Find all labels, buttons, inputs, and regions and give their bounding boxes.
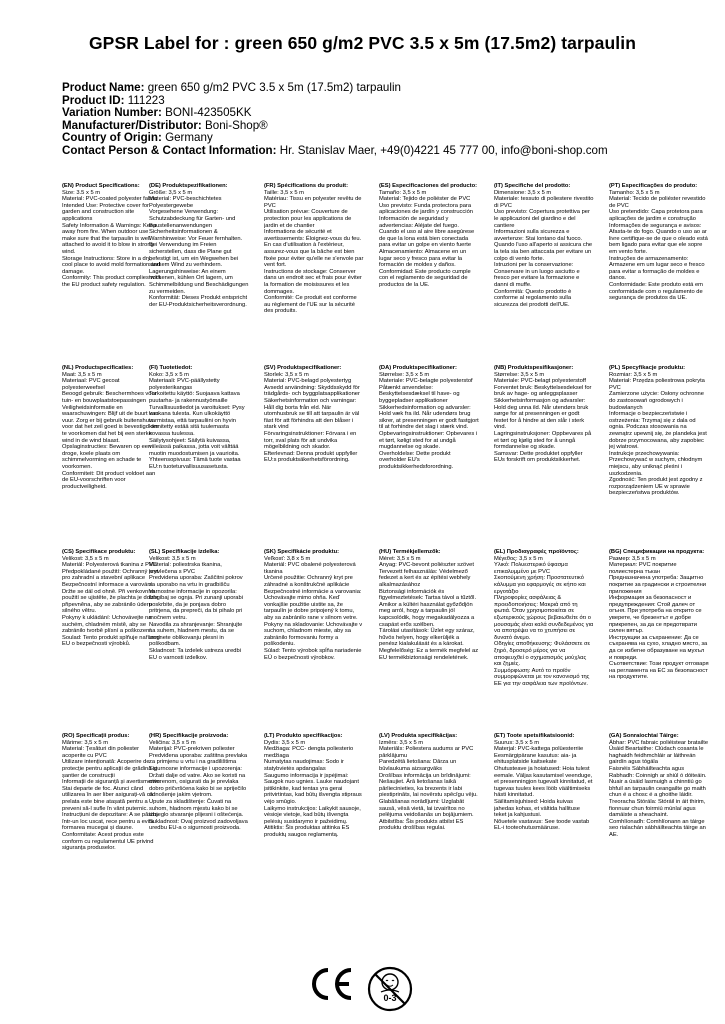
spec-heading: (DA) Produktspecifikationer: [379,365,457,371]
spec-heading: (SK) Špecifikácie produktu: [264,549,340,555]
spec-body: Taille: 3,5 x 5 m Matériau: Tissu en polyester revêtu de PVC Utilisation prévue: Couverture de protection pour les applications de jardin et de chantier Informations de sécurité et avertissements: Éloignez-vous du feu. En cas d'utilisation à l'extérieur, assurez-vous que la bâche est bien fixée pour éviter qu'elle ne s'envole par vent fort. Instructions de stockage: Conserver dans un endroit sec et frais pour éviter la formation de moisissures et les dommages. Conformité: Ce produit est conforme au règlement de l'UE sur la sécurité des produits. [264,189,364,315]
manufacturer-label: Manufacturer/Distributor: [62,118,202,132]
product-name-value: green 650 g/m2 PVC 3.5 x 5m (17.5m2) tarpaulin [147,81,401,94]
spec-body: Koko: 3,5 x 5 m Materiaali: PVC-päällystetty polyesterikangas Tarkoitettu käyttö: Suojaava kattava puutarha- ja rakennustyömaille Turvallisuustiedot ja varoitukset: Pysy kaukana tulesta. Kun ulkokäyttö varmistaa, että tarpauliini on hyvin kiinnitetty estää sitä tuulemasta kovassa tuulessa. Säilytysohjeet: Säilytä kuivassa, viileässä paikassa, jotta voit välttää muotin muodostumisen ja vaurioita. Yhteensopivuus: Tämä tuote vastaa EU:n tuoteturvallisuusasetusta. [149,371,245,470]
variation-number-label: Variation Number: [62,106,162,120]
product-name-label: Product Name: [62,81,145,94]
spec-body: Rozmiar: 3,5 x 5 m Materiał: Przędza poliestrowa pokryta PVC Zamierzone użycie: Osłony ochronne do zastosowań ogrodowych i budowlanych Informacje o bezpieczeństwie i ostrzeżenia: Trzymaj się z dala od ognia. Podczas stosowania na zewnątrz upewnij się, że plandeka jest dobrze przymocowana, aby zapobiec jej wiatrowi. Instrukcje przechowywania: Przechowywać w suchym, chłodnym miejscu, aby uniknąć pleśni i uszkodzenia. Zgodność: Ten produkt jest zgodny z rozporządzeniem UE w sprawie bezpieczeństwa produktów. [609,371,707,497]
contact-row [62,145,608,158]
spec-block-pl [609,365,709,520]
spec-heading: (ES) Especificaciones del producto: [379,183,478,189]
spec-heading: (PL) Specyfikacje produktu: [609,365,686,371]
spec-heading: (RO) Specificații produs: [62,733,130,739]
spec-body: Suurus: 3,5 x 5 m Materjal: PVC-kattega polüesterriie Eesmärgipärane kasutus: aia- ja ehitusplatside kaitsekate Ohutusteave ja hoiatused: Hoia tulest eemale. Väljas kasutamisel veenduge, et presenningjon tugevalt kinnitatud, et tugevas tuules kees lööb väältimiseks hästi kinnitatud. Säilitamisjuhised: Hoida kuivas jahedas kohas, et vältida hallituse teket ja kahjustusi. Nõuetele vastavus: See toode vastab EL-i tooteohutusmääruse. [494,739,593,832]
product-id-value: 111223 [127,93,165,107]
spec-heading: (EN) Product Specifications: [62,183,140,189]
contact-value: Hr. Stanislav Maer, +49(0)4221 45 777 00, info@boni-shop.com [279,143,608,157]
spec-block-en [62,183,162,333]
country-of-origin-value: Germany [165,131,213,145]
product-id-label: Product ID: [62,93,125,107]
spec-heading: (FR) Spécifications du produit: [264,183,349,189]
spec-heading: (HU) Termékjellemzők: [379,549,441,555]
spec-heading: (NL) Productspecificaties: [62,365,134,371]
spec-heading: (NB) Produktspesifikasjoner: [494,365,574,371]
spec-block-es [379,183,479,333]
spec-heading: (DE) Produktspezifikationen: [149,183,228,189]
spec-heading: (CS) Specifikace produktu: [62,549,136,555]
spec-block-hu [379,549,479,724]
spec-body: Tamaño: 3,5 x 5 m Material: Tejido de poliéster de PVC Uso previsto: Funda protectora para aplicaciones de jardín y construcción Información de seguridad y advertencias: Aléjate del fuego. Cuando el uso al aire libre asegúrese de que la lona está bien conectada para evitar un golpe en viento fuerte Almacenamiento: Almacene en un lugar seco y fresco para evitar la formación de moldes y daños. Conformidad: Este producto cumple con el reglamento de seguridad de productos de la UE. [379,189,475,288]
contact-label: Contact Person & Contact Information: [62,143,277,157]
spec-body: Dydis: 3,5 x 5 m Medžiaga: PCC- dengta poliesterio medžiaga Numatytas naudojimas: Sodo ir statybvietės apdangalas Saugumo informacija ir įspėjimai: Saugok nuo ugnies. Lauke naudojant įsitikinkite, kad tentas yra gerai pritvirtintas, kad būtų išvengta stipraus vėjo smūgio. Laikymo instrukcijos: Laikykit sausoje, vėsioje vietoje, kad būtų išvengta pelėsių susidarymo ir pažeidimų. Atitiktis: Šis produktas atitinka ES produktų saugos reglamentą. [264,739,362,838]
spec-body: Izmērs: 3,5 x 5 m Materiāls: Poliestera audums ar PVC pārklājumu Paredzētā lietošana: Dārza un būvlaukuma aizsargvāks Drošības informācija un brīdinājumi: Nešaujiet. Ārā lietošanas laikā pārliecinieties, ka brezents ir labi piestiprināts, lai novērstu spēcīgu vēju. Glabāšanas norādījumi: Uzglabāt sausā, vēsā vietā, lai izvairītos no pelējuma veidošanās un bojājumiem. Atbilstība: Šis produkts atbilst ES produktu drošības regulai. [379,739,478,832]
country-of-origin-label: Country of Origin: [62,131,162,145]
spec-block-et [494,733,594,898]
spec-block-hr [149,733,249,898]
spec-heading: (SV) Produktspecifikationer: [264,365,342,371]
spec-body: Maat: 3,5 x 5 m Materiaal: PVC gecoat polyesterweefsel Beoogd gebruik: Beschermhoes voor tuin- en bouwplaatstoepassingen Veiligheidsinformatie en waarschuwingen: Blijf uit de buurt van vuur. Zorg er bij gebruik buitenshuis voor dat het zeil goed is bevestigd om te voorkomen dat het bij een sterke wind in de wind blaast. Opslaginstructies: Bewaren op een droge, koele plaats om schimmelvorming en schade te voorkomen. Conformiteit: Dit product voldoet aan de EU-voorschriften voor productveiligheid. [62,371,159,490]
ce-mark-icon [309,964,355,1004]
spec-body: Méret: 3,5 x 5 m Anyag: PVC-bevont poliészter szövet Tervezett felhasználás: Védelmező fedezet a kert és az építési webhely alkalmazásához Biztonsági információk és figyelmeztetések: Tartsa távol a tűztől. Amikor a kültéri használat győződjön meg arról, hogy a tarpaulin jól kapcsolódik, hogy megakadályozza a csapást erős szélben. Tárolási utasítások: Üzlet egy száraz, hűvös helyen, hogy elkerüljék a penész kialakulását és a károkat. Megfelelőség: Ez a termék megfelel az EU termékbiztonsági rendeletének. [379,555,479,661]
spec-heading: (HR) Specifikacije proizvoda: [149,733,229,739]
spec-block-sv [264,365,364,520]
product-info [62,82,608,158]
spec-heading: (SL) Specifikacije izdelka: [149,549,220,555]
spec-body: Dimensione: 3,5 x 5 m Materiale: tessuto di poliestere rivestito di PVC Uso previsto: Copertura protettiva per le applicazioni del giardino e del cantiere Informazioni sulla sicurezza e avvertenze: Stai lontano dal fuoco. Quando l'uso all'aperto si assicura che la tela sia ben attaccata per evitare un colpo di vento forte. Istruzioni per la conservazione: Conservare in un luogo asciutto e fresco per evitare la formazione e danni di muffe. Conformità: Questo prodotto è conforme al regolamento sulla sicurezza dei prodotti dell'UE. [494,189,594,308]
spec-body: Größe: 3,5 x 5 m Material: PVC-beschichtetes Polyestergewebe Vorgesehene Verwendung: Schutzabdeckung für Garten- und Baustellenanwendungen Sicherheitsinformationen & Warnhinweise: Vor Feuer fernhalten. Bei Verwendung im Freien sicherstellen, dass die Plane gut befestigt ist, um ein Wegwehen bei starkem Wind zu verhindern. Lagerungshinweise: An einem trockenen, kühlen Ort lagern, um Schimmelbildung und Beschädigungen zu vermeiden. Konformität: Dieses Produkt entspricht der EU-Produktsicherheitsverordnung. [149,189,249,308]
spec-block-sk [264,549,364,724]
spec-heading: (LV) Produkta specifikācijas: [379,733,458,739]
manufacturer-value: Boni-Shop® [205,118,268,132]
spec-block-ro [62,733,162,898]
variation-number-value: BONI-423505KK [165,106,252,120]
spec-body: Velikost: 3,5 x 5 m Materiál: Polyesterová tkanina z PVC Předpokládané použití: Ochranný kryt pro zahradní a stavební aplikace Bezpečnostní informace a varování: Držte se dál od ohně. Při venkovním použití se ujistěte, že plachta je dobře připevněna, aby se zabránilo úderu silného větru. Pokyny k ukládání: Uchovávejte na suchém, chladném místě, aby se zabránilo tvorbě plísní a poškození. Soulad: Tento produkt splňuje nařízení EU o bezpečnosti výrobků. [62,555,161,648]
spec-body: Størrelse: 3,5 x 5 m Materiale: PVC-belagte polyesterstof Påtænkt anvendelse: Beskyttelsesdæksel til have- og byggepladser applikationer Sikkerhedsinformation og advarsler: Hold væk fra ild. Når udendørs brug sikrer, at presenningen er godt fastgjort til at forhindre det slag i stærk vind. Opbevaringsinstruktioner: Opbevares i et tørt, køligt sted for at undgå mugdannelse og skade. Overholdelse: Dette produkt overholder EU's produktsikkerhedsforordning. [379,371,479,470]
spec-body: Mărime: 3,5 x 5 m Material: Țesături din poliester acoperite cu PVC Utilizare intenționată: Acoperire de protecție pentru aplicații de grădină și șantier de construcții Informații de siguranță și avertismente: Stai departe de foc. Atunci când utilizarea în aer liber asigurați-vă că prelata este bine atașată pentru a preveni să-l sufle în vânt puternic. Instrucțiuni de depozitare: A se păstra într-un loc uscat, rece pentru a evita formarea mucegai și daune. Conformitate: Acest produs este conform cu regulamentul UE privind siguranța produselor. [62,739,161,852]
spec-block-lv [379,733,479,898]
spec-body: Veľkosť: 3,8 x 5 m Materiál: PVC obalené polyesterová tkanina Určené použitie: Ochranný kryt pre záhradné a konštrukčné aplikácie Bezpečnostné informácie a varovania: Uchovávajte mimo ohňa. Keď vonkajšie použitie uistite sa, že tarpaulín je dobre pripojený k tomu, aby sa zabránilo rane v silnom vetre. Pokyny na skladovanie: Uchovávajte v suchom, chladnom mieste, aby sa zabránilo formovaniu formy a poškodeniu. Súlad: Tento výrobok spĺňa nariadenie EÚ o bezpečnosti výrobkov. [264,555,363,661]
spec-block-nb [494,365,594,520]
spec-block-fi [149,365,249,520]
spec-block-bg [609,549,709,724]
spec-heading: (BG) Спецификации на продукта: [609,549,705,555]
spec-heading: (GA) Sonraíochtaí Táirge: [609,733,679,739]
spec-block-pt [609,183,709,333]
spec-heading: (ET) Toote spetsifikatsioonid: [494,733,575,739]
spec-block-fr [264,183,364,333]
spec-body: Μέγεθος: 3,5 x 5 m Υλικό: Πολυεστερικό ύφασμα επικαλυμμένο με PVC Σκοπούμενη χρήση: Προστατευτικό κάλυμμα για εφαρμογές σε κήπο και εργοτάξιο Πληροφορίες ασφάλειας & προειδοποιήσεις: Μακριά από τη φωτιά. Όταν χρησιμοποιείται σε εξωτερικούς χώρους βεβαιωθείτε ότι ο μουσαμάς είναι καλά συνδεδεμένος για να αποτρέψει να το χτυπήσει σε δυνατό άνεμο. Οδηγίες αποθήκευσης: Φυλάσσετε σε ξηρό, δροσερό μέρος για να αποφευχθεί ο σχηματισμός μούχλας και ζημιές. Συμμόρφωση: Αυτό το προϊόν συμμορφώνεται με τον κανονισμό της ΕΕ για την ασφάλεια των προϊόντων. [494,555,594,687]
spec-heading: (EL) Προδιαγραφές προϊόντος: [494,549,579,555]
spec-body: Size: 3.5 x 5 m Material: PVC-coated polyester fabric Intended Use: Protective cover for garden and construction site applications Safety Information & Warnings: Keep away from fire. When outdoor use make sure that the tarpaulin is well attached to avoid it to blow in strong wind. Storage Instructions: Store in a dry, cool place to avoid mold formation and damage. Conformity: This product complies with the EU product safety regulation. [62,189,161,288]
spec-heading: (PT) Especificações do produto: [609,183,698,189]
spec-body: Tamanho: 3,5 x 5 m Material: Tecido de poliéster revestido de PVC Uso pretendido: Capa protetora para aplicações de jardim e construção Informações de segurança e avisos: Afasta-te do fogo. Quando o uso ao ar livre certifique-se de que o oleado está bem ligado para evitar que ele sopre em vento forte. Instruções de armazenamento: Armazene em um lugar seco e fresco para evitar a formação de moldes e danos. Conformidade: Este produto está em conformidade com o regulamento de segurança de produtos da UE. [609,189,708,302]
spec-block-ga [609,733,709,898]
spec-block-cs [62,549,162,724]
spec-block-sl [149,549,249,724]
spec-body: Размер: 3,5 x 5 m Материал: PVC покритие полиестерна тъкан Предназначена употреба: Защитно покритие за градински и строителни приложения Информация за безопасност и предупреждения: Стой далеч от огъня. При употреба на открито се уверете, че брезентът е добре прикрепен, за да се предотврати силен вятър. Инструкции за съхранение: Да се съхранява на сухо, хладно място, за да се избегне образуване на мухъл и повреди. Съответствие: Този продукт отговаря на регламента на ЕС за безопасност на продуктите. [609,555,709,681]
spec-heading: (FI) Tuotetiedot: [149,365,193,371]
spec-body: Ábhar: PVC fabraic poliéistear bratailte Úsáid Beartaithe: Clúdach cosanta le haghaidh feidhmchláir ar láithreán gairdín agus tógála Faisnéis Sábháilteachta agus Rabhadh: Coinnigh ar shiúl ó dóiteáin. Nuair a úsáid lasmuigh a chinntiú go bhfuil an tarpaulin ceangailte go maith chun é a chosc é a ghoithe láidir. Treoracha Stórála: Stóráil in áit thirim, fionnuar chun foirmiú múnlaí agus damáiste a sheachaint. Comhlíonadh: Comhlíonann an táirge seo rialachán sábháilteachta táirge an AE. [609,739,709,838]
spec-body: Veličina: 3,5 x 5 m Materijal: PVC-prekriven poliester Predviđena uporaba: zaštitna prevlaka za primjenu u vrtu i na gradilištima Sigurnosne informacije i upozorenja: Držati dalje od vatre. Ako se koristi na otvorenom, osigurati da je prevlaka dobro pričvršćena kako bi se spriječilo odnošenje jakim vjetrom. Upute za skladištenje: Čuvati na suhom, hladnom mjestu kako bi se izbjeglo stvaranje plijesni i oštećenja. Sukladnost: Ovaj proizvod zadovoljava uredbu EU-a o sigurnosti proizvoda. [149,739,248,832]
spec-block-de [149,183,249,333]
spec-block-da [379,365,479,520]
spec-block-lt [264,733,364,898]
spec-block-el [494,549,594,724]
spec-heading: (IT) Specifiche del prodotto: [494,183,571,189]
age-warning-text: 0-3 [383,993,397,1003]
spec-body: Velikost: 3,5 x 5 m Material: poliestrska tkanina, prevlečena s PVC Predvidena uporaba: Zaščitni pokrov za uporabo na vrtu in gradbišču Varnostne informacije in opozorila: Izogibaj se ognja. Pri zunanji uporabi poskrbite, da je ponjava dobro pritrjena, da prepreči, da bi pihalo pri močnem vetru. Navodila za shranjevanje: Shranjujte na suhem, hladnem mestu, da se izognete oblikovanju plesni in poškodbam. Skladnost: Ta izdelek ustreza uredbi EU o varnosti izdelkov. [149,555,243,661]
spec-block-nl [62,365,162,520]
spec-block-it [494,183,594,333]
age-warning-icon [366,965,414,1013]
page-title: GPSR Label for : green 650 g/m2 PVC 3.5 x 5m (17.5m2) tarpaulin [88,33,637,53]
spec-heading: (LT) Produkto specifikacijos: [264,733,343,739]
spec-body: Størrelse: 3,5 x 5 m Materiale: PVC-belagt polyesterstoff Forventet bruk: Beskyttelsesdeksel for bruk av hage- og anleggsplasser Sikkerhetsinformasjon og advarsler: Hold deg unna ild. Når utendørs bruk sørge for at presenningen er godt festet for å hindre at den slår i sterk vind. Lagringsinstruksjoner: Oppbevares på et tørt og kjølig sted for å unngå formdannelse og skade. Samsvar: Dette produktet oppfyller EUs forskrift om produktsikkerhet. [494,371,592,464]
spec-body: Storlek: 3,5 x 5 m Material: PVC-belagd polyestertyg Avsedd användning: Skyddsskydd för trädgårds- och byggplatsapplikationer Säkerhetsinformation och varningar: Håll dig borta från eld. När utomhusbruk se till att tarpaulin är väl fäst för att förhindra att den blåser i stark vind Förvaringsinstruktioner: Förvara i en torr, sval plats för att undvika mögelbildning och skador. Efterlevnad: Denna produkt uppfyller EU:s produktsäkerhetsförordning. [264,371,360,464]
